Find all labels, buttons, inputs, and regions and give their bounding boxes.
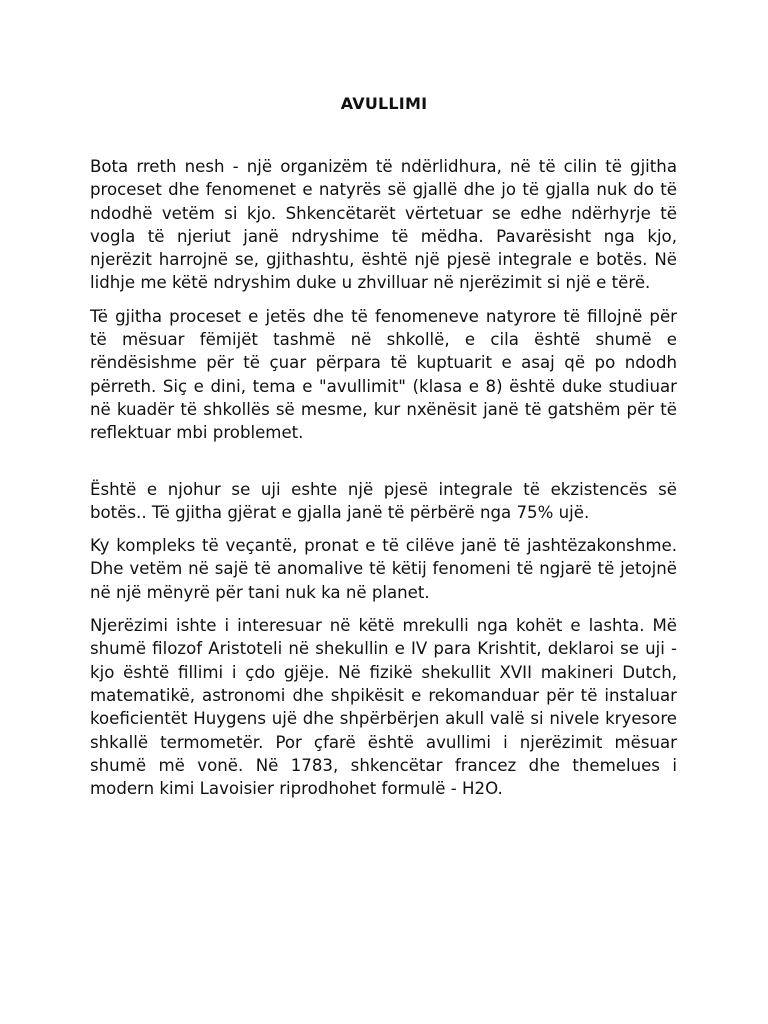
document-title: AVULLIMI <box>340 94 428 113</box>
paragraph-4: Ky kompleks të veçantë, pronat e të cilëve janë të jashtëzakonshme. Dhe vetëm në sajë të anomalive të këtij fenomeni të ngjarë të jetojnë në një mënyrë për tani nuk ka në planet. <box>90 536 677 602</box>
paragraph-spacer <box>90 524 677 534</box>
section-spacer <box>90 445 677 478</box>
paragraph-5: Njerëzimi ishte i interesuar në këtë mrekulli nga kohët e lashta. Më shumë filozof Aristoteli në shekullin e IV para Krishtit, deklaroi se uji - kjo është fillimi i çdo gjëje. Në fizikë shekullit XVII makineri Dutch, matematikë, astronomi dhe shpikësit e rekomanduar për të instaluar koeficientët Huygens ujë dhe shpërbërjen akull valë si nivele kryesore shkallë termometër. Por çfarë është avullimi i njerëzimit mësuar shumë më vonë. Në 1783, shkencëtar francez dhe themelues i modern kimi Lavoisier riprodhohet formulë - H2O. <box>90 616 677 799</box>
paragraph-spacer <box>90 295 677 305</box>
paragraph-1: Bota rreth nesh - një organizëm të ndërlidhura, në të cilin të gjitha proceset dhe fenomenet e natyrës së gjallë dhe jo të gjalla nuk do të ndodhë vetëm si kjo. Shkencëtarët vërtetuar se edhe ndërhyrje të vogla të njeriut janë ndryshime të mëdha. Pavarësisht nga kjo, njerëzit harrojnë se, gjithashtu, është një pjesë integrale e botës. Në lidhje me këtë ndryshim duke u zhvilluar në njerëzimit si një e tërë. <box>90 157 677 293</box>
paragraph-3: Është e njohur se uji eshte një pjesë integrale të ekzistencës së botës.. Të gjitha gjërat e gjalla janë të përbërë nga 75% ujë. <box>90 479 677 522</box>
paragraph-spacer <box>90 604 677 614</box>
paragraph-2: Të gjitha proceset e jetës dhe të fenomeneve natyrore të fillojnë për të mësuar fëmijët tashmë në shkollë, e cila është shumë e rëndësishme për të çuar përpara të kuptuarit e asaj që po ndodh përreth. Siç e dini, tema e "avullimit" (klasa e 8) është duke studiuar në kuadër të shkollës së mesme, kur nxënësit janë të gatshëm për të reflektuar mbi problemet. <box>90 306 677 443</box>
document-body <box>90 155 677 800</box>
